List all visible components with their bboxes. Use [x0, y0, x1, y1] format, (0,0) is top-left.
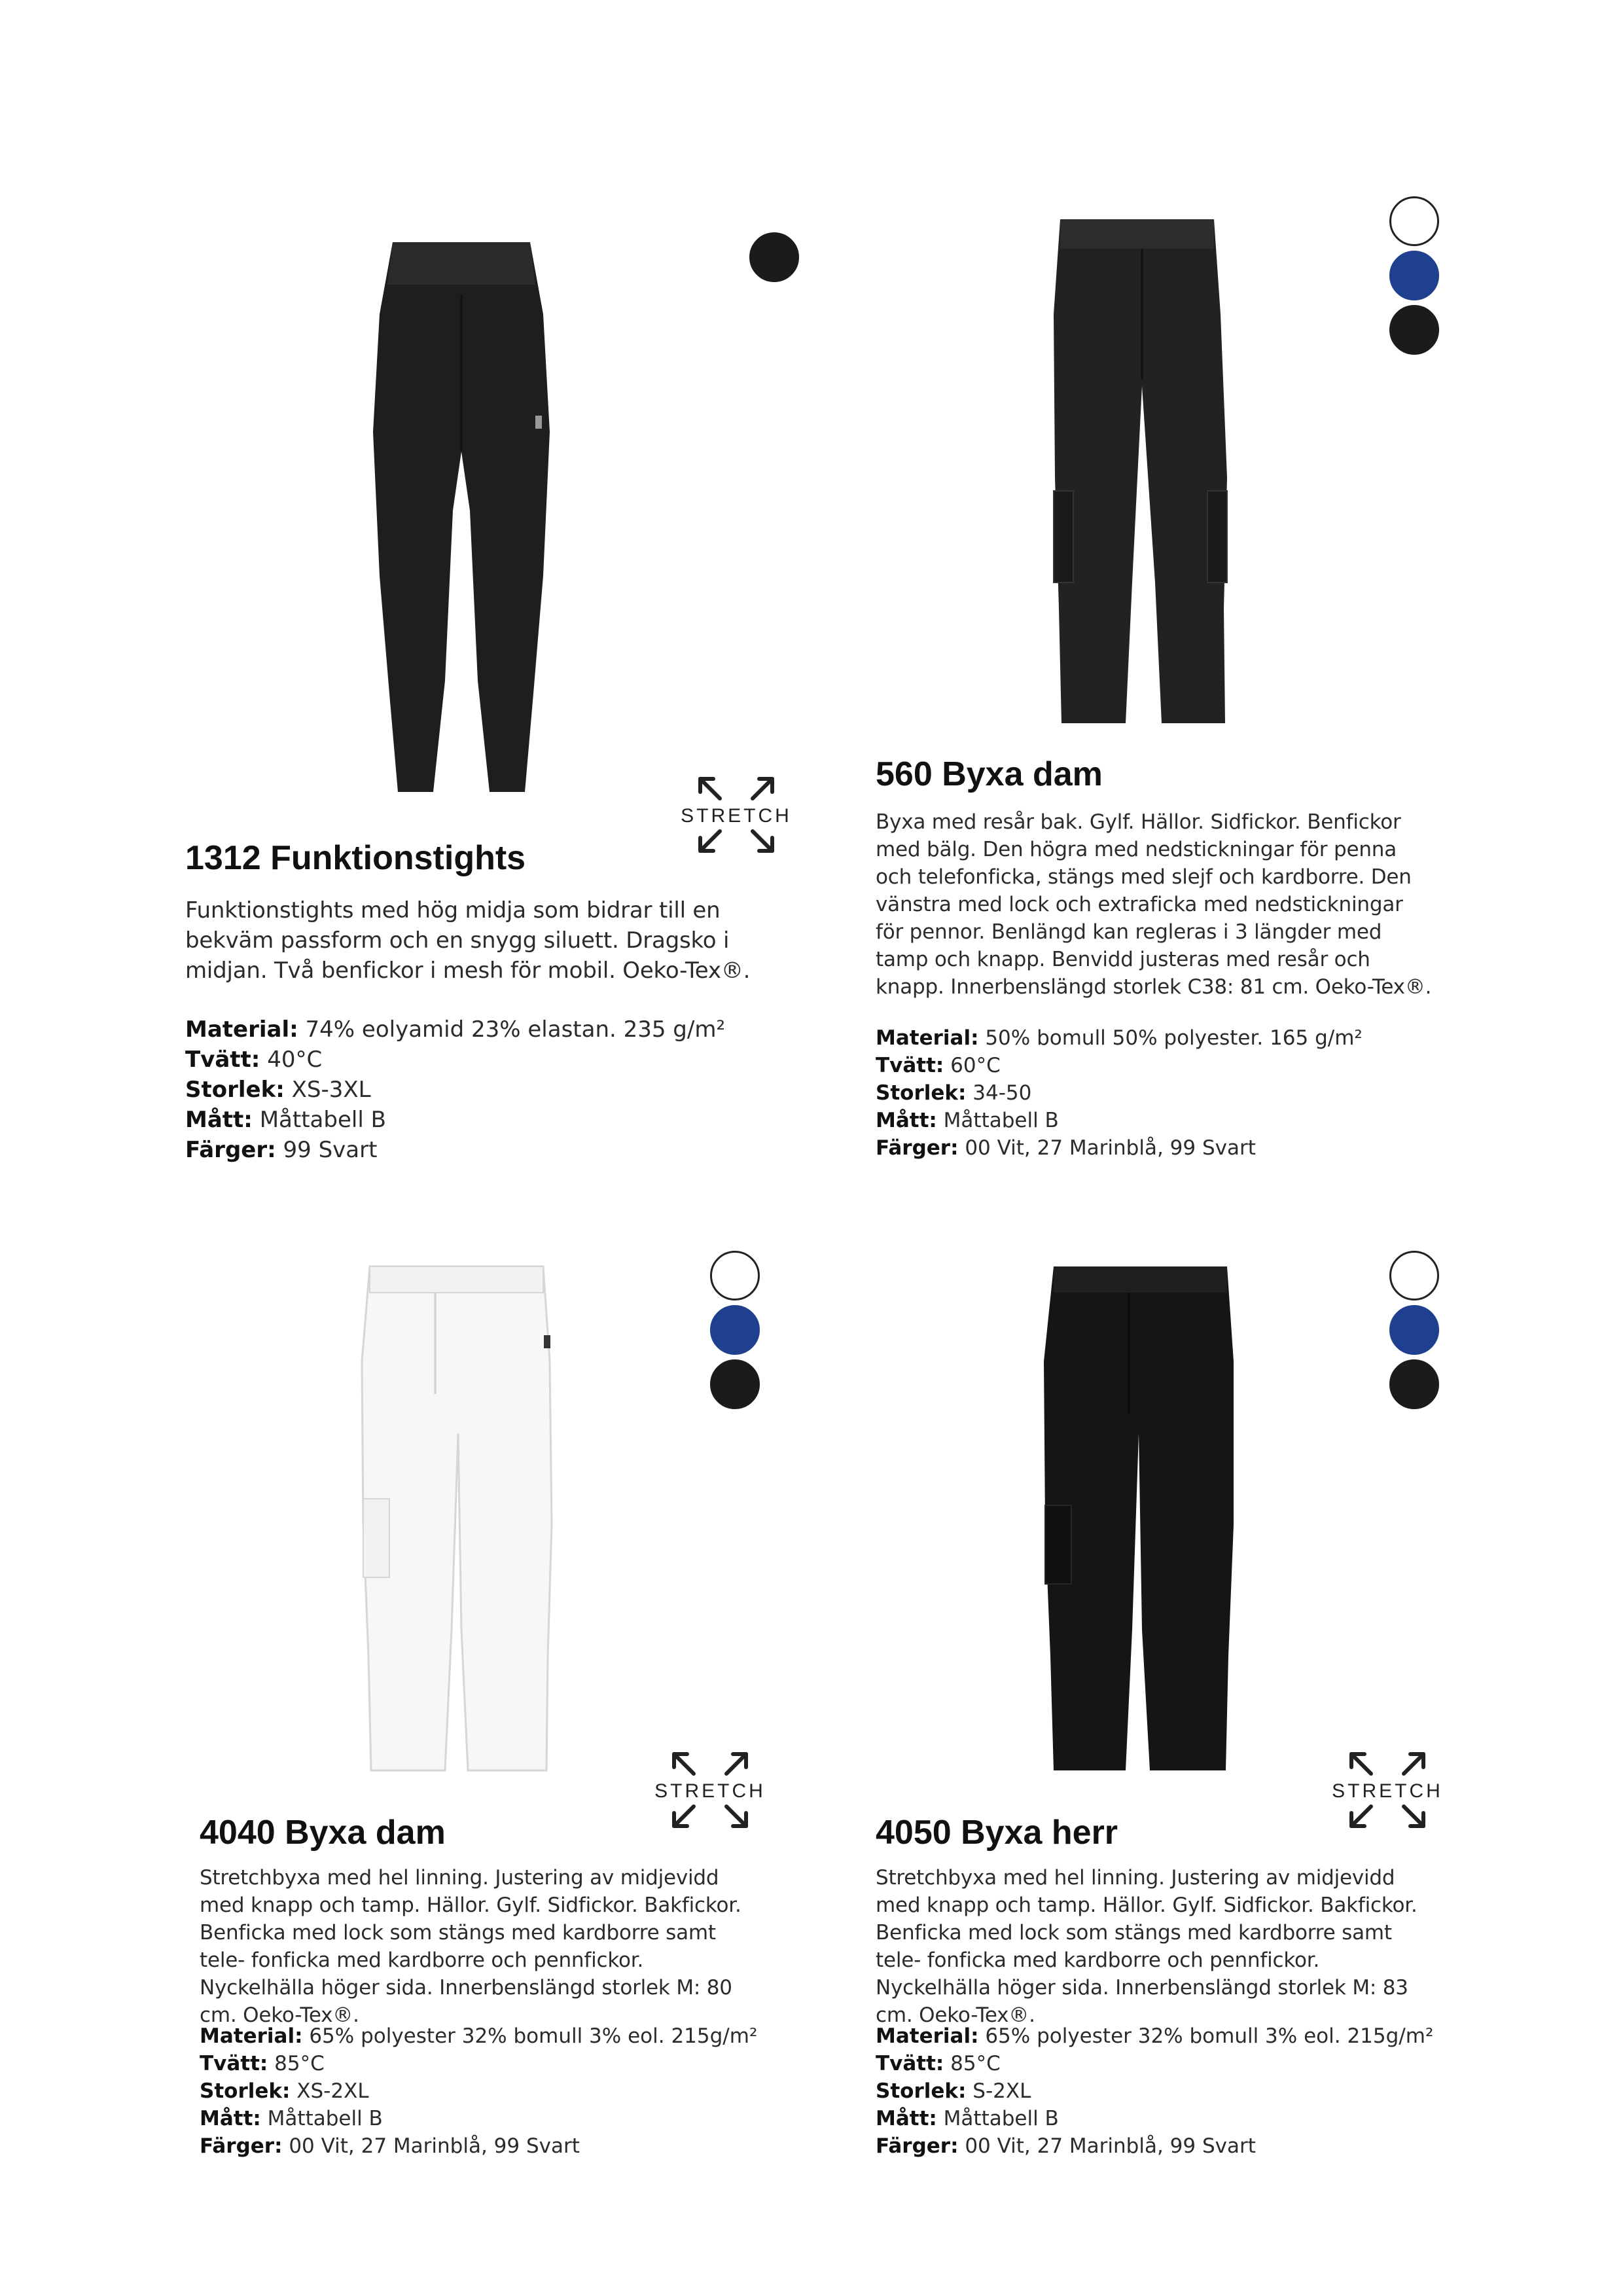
black-pants-image [1037, 1263, 1247, 1774]
product-description: Stretchbyxa med hel linning. Justering av midjevidd med knapp och tamp. Hällor. Gylf. Sidfickor. Bakfickor. Benficka med lock som stängs med kardborre samt tele- fonficka med kardborre och pennfickor. Nyckelhälla höger sida. Innerbenslängd storlek M: 80 cm. Oeko-Tex®. [200, 1866, 741, 2027]
spec-material: Material: 50% bomull 50% polyester. 165 g/m² [876, 1026, 1363, 1050]
cargo-pants-image [1041, 216, 1237, 726]
spec-measure: Mått: Måttabell B [876, 2107, 1059, 2130]
spec-size: Storlek: XS-2XL [200, 2079, 369, 2103]
spec-colors: Färger: 00 Vit, 27 Marinblå, 99 Svart [876, 1136, 1256, 1160]
color-swatch-black[interactable] [710, 1359, 760, 1409]
color-swatch-white[interactable] [1389, 196, 1439, 246]
stretch-label: STRETCH [1332, 1780, 1443, 1802]
product-title: 4040 Byxa dam [200, 1814, 446, 1852]
spec-wash: Tvätt: 85°C [200, 2052, 325, 2075]
product-4050 [812, 1178, 1623, 2296]
product-description: Stretchbyxa med hel linning. Justering av midjevidd med knapp och tamp. Hällor. Gylf. Sidfickor. Bakfickor. Benficka med lock som stängs med kardborre samt tele- fonficka med kardborre och pennfickor. Nyckelhälla höger sida. Innerbenslängd storlek M: 83 cm. Oeko-Tex®. [876, 1866, 1418, 2027]
spec-wash: Tvätt: 85°C [876, 2052, 1001, 2075]
product-title: 1312 Funktionstights [185, 839, 526, 877]
product-specs [876, 2022, 1433, 2160]
spec-size: Storlek: 34-50 [876, 1081, 1032, 1105]
product-description: Byxa med resår bak. Gylf. Hällor. Sidfickor. Benfickor med bälg. Den högra med nedstickningar för penna och telefonficka, stängs med slejf och kardborre. Den vänstra med lock och extraficka med nedstickningar för pennor. Benlängd kan regleras i 3 längder med tamp och knapp. Benvidd justeras med resår och knapp. Innerbenslängd storlek C38: 81 cm. Oeko-Tex®. [876, 810, 1432, 999]
spec-measure: Mått: Måttabell B [200, 2107, 383, 2130]
product-title: 560 Byxa dam [876, 755, 1103, 793]
color-swatch-navy[interactable] [1389, 251, 1439, 300]
white-pants-image [357, 1263, 566, 1774]
spec-material: Material: 65% polyester 32% bomull 3% eol. 215g/m² [200, 2024, 758, 2048]
color-swatch-navy[interactable] [710, 1305, 760, 1355]
spec-colors: Färger: 00 Vit, 27 Marinblå, 99 Svart [200, 2134, 580, 2158]
spec-size: Storlek: S-2XL [876, 2079, 1031, 2103]
color-swatch-white[interactable] [1389, 1251, 1439, 1300]
spec-wash: Tvätt: 40°C [185, 1047, 323, 1073]
product-specs [876, 1024, 1363, 1162]
spec-size: Storlek: XS-3XL [185, 1077, 371, 1103]
color-swatch-white[interactable] [710, 1251, 760, 1300]
color-swatch-black[interactable] [1389, 1359, 1439, 1409]
spec-colors: Färger: 00 Vit, 27 Marinblå, 99 Svart [876, 2134, 1256, 2158]
product-title: 4050 Byxa herr [876, 1814, 1118, 1852]
spec-wash: Tvätt: 60°C [876, 1054, 1001, 1077]
product-4040 [0, 1178, 812, 2296]
spec-measure: Mått: Måttabell B [876, 1109, 1059, 1132]
color-swatch-navy[interactable] [1389, 1305, 1439, 1355]
stretch-label: STRETCH [654, 1780, 766, 1802]
spec-material: Material: 74% eolyamid 23% elastan. 235 g/m² [185, 1016, 726, 1043]
spec-measure: Mått: Måttabell B [185, 1107, 386, 1133]
spec-colors: Färger: 99 Svart [185, 1137, 378, 1163]
product-specs [200, 2022, 757, 2160]
color-swatch-black[interactable] [1389, 305, 1439, 355]
stretch-icon [648, 1741, 772, 1839]
stretch-label: STRETCH [681, 805, 792, 827]
product-description: Funktionstights med hög midja som bidrar till en bekväm passform och en snygg siluett. Dragsko i midjan. Två benfickor i mesh för mobil. Oeko-Tex®. [185, 897, 751, 984]
spec-material: Material: 65% polyester 32% bomull 3% eol. 215g/m² [876, 2024, 1434, 2048]
stretch-icon [1325, 1741, 1450, 1839]
